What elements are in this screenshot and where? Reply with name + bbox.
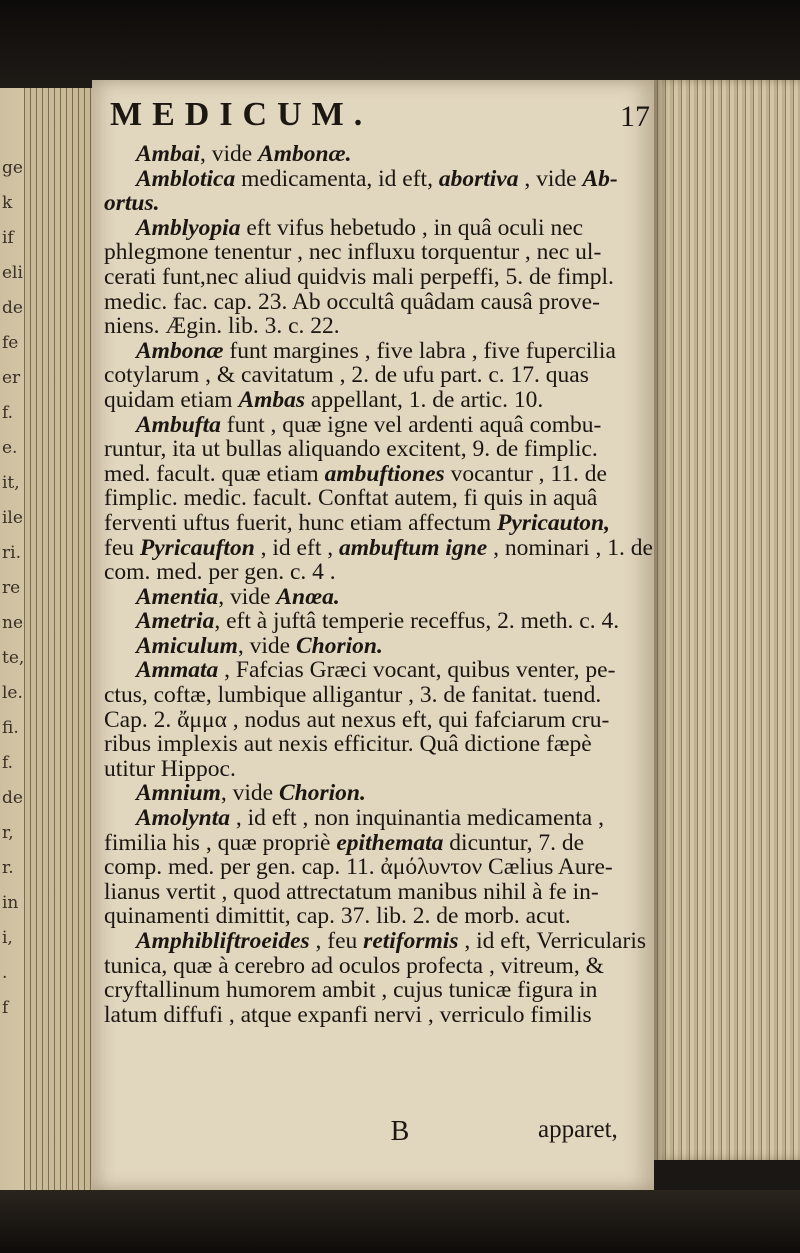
text-line: [104, 560, 644, 585]
italic-term: ortus.: [104, 190, 160, 217]
page-number: 17: [620, 100, 650, 133]
right-page-edges: [654, 80, 800, 1160]
text-segment: , vide: [220, 780, 279, 807]
text-line: [104, 806, 644, 831]
text-line: [104, 757, 644, 782]
italic-term: Ambonæ: [136, 337, 224, 364]
running-head: MEDICUM.: [110, 96, 373, 133]
text-line: [104, 683, 644, 708]
italic-term: Ametria: [136, 608, 215, 635]
text-segment: cotylarum , & cavitatum , 2. de ufu part. c. 17. quas: [104, 362, 589, 389]
text-line: [104, 855, 644, 880]
text-line: [104, 314, 644, 339]
text-segment: Cap. 2. ἄμμα , nodus aut nexus eft, qui fafciarum cru-: [104, 706, 610, 733]
margin-fragment: de: [2, 298, 23, 318]
text-segment: , Fafcias Græci vocant, quibus venter, pe-: [218, 657, 616, 684]
text-line: [104, 831, 644, 856]
text-segment: , feu: [309, 928, 364, 954]
italic-term: Amblyopia: [136, 214, 241, 241]
italic-term: Ambufta: [136, 411, 221, 438]
text-line: [104, 658, 644, 683]
italic-term: Ambas: [238, 386, 306, 413]
text-line: [104, 609, 644, 634]
text-line: [104, 142, 644, 167]
left-page-edges: [24, 88, 94, 1198]
text-line: [104, 339, 644, 364]
text-segment: ferventi uftus fuerit, hunc etiam affectum: [104, 509, 498, 536]
text-segment: , vide: [518, 165, 583, 192]
margin-fragment: fi.: [2, 718, 19, 738]
margin-fragment: le.: [2, 683, 23, 703]
italic-term: Amblotica: [136, 165, 236, 192]
italic-term: Ambai: [136, 141, 200, 167]
italic-term: Amolynta: [136, 805, 231, 832]
text-segment: , eft à juftâ temperie receffus, 2. meth. c. 4.: [214, 608, 620, 635]
margin-fragment: re: [2, 578, 21, 598]
text-segment: medic. fac. cap. 23. Ab occultâ quâdam causâ prove-: [104, 288, 600, 315]
text-line: [104, 732, 644, 757]
text-segment: , vide: [218, 583, 277, 610]
text-segment: , vide: [237, 632, 296, 659]
italic-term: Chorion.: [279, 780, 366, 807]
text-line: [104, 265, 644, 290]
text-segment: , id eft ,: [254, 534, 339, 561]
text-line: [104, 634, 644, 659]
margin-fragment: in: [2, 893, 19, 913]
italic-term: abortiva: [438, 165, 519, 192]
italic-term: Anœa.: [276, 583, 340, 610]
text-segment: medicamenta, id eft,: [235, 165, 439, 192]
text-segment: cryftallinum humorem ambit , cujus tunicæ figura in: [104, 977, 598, 1004]
text-segment: med. facult. quæ etiam: [104, 460, 325, 487]
italic-term: Ambonæ.: [258, 141, 352, 167]
text-segment: , id eft, Verricularis: [458, 928, 646, 954]
italic-term: Pyricauton,: [497, 509, 610, 536]
italic-term: Ammata: [136, 657, 219, 684]
text-segment: utitur Hippoc.: [104, 755, 236, 782]
margin-fragment: f.: [2, 403, 14, 423]
text-line: [104, 880, 644, 905]
margin-fragment: e.: [2, 438, 18, 458]
text-segment: comp. med. per gen. cap. 11. ἀμόλυντον Cælius Aure-: [104, 854, 613, 881]
text-segment: fimilia his , quæ propriè: [104, 829, 337, 856]
text-segment: lianus vertit , quod attrectatum manibus nihil à fe in-: [104, 878, 599, 905]
text-segment: ctus, coftæ, lumbique alligantur , 3. de fanitat. tuend.: [104, 682, 602, 709]
text-line: [104, 1003, 644, 1028]
text-line: [104, 216, 644, 241]
top-dark-background: [0, 0, 800, 92]
text-segment: , id eft , non inquinantia medicamenta ,: [230, 805, 604, 832]
margin-fragment: de: [2, 788, 23, 808]
margin-fragment: r,: [2, 823, 14, 843]
text-line: [104, 978, 644, 1003]
margin-fragment: ile: [2, 508, 23, 528]
text-segment: funt margines , five labra , five fupercilia: [223, 337, 616, 364]
text-segment: ribus implexis aut nexis efficitur. Quâ dictione fæpè: [104, 731, 592, 758]
text-segment: appellant, 1. de artic. 10.: [305, 386, 544, 413]
margin-fragment: ri.: [2, 543, 21, 563]
margin-fragment: f.: [2, 753, 14, 773]
margin-fragment: it,: [2, 473, 20, 493]
text-segment: fimplic. medic. facult. Conftat autem, fi quis in aquâ: [104, 485, 598, 512]
text-segment: phlegmone tenentur , nec influxu torquentur , nec ul-: [104, 239, 602, 266]
italic-term: Amphibliftroeides: [136, 928, 310, 954]
text-line: [104, 486, 644, 511]
text-segment: vocantur , 11. de: [444, 460, 607, 487]
margin-fragment: ne: [2, 613, 24, 633]
text-segment: , nominari , 1. de: [487, 534, 653, 561]
text-line: [104, 462, 644, 487]
dictionary-text: [104, 141, 653, 1028]
text-line: [104, 413, 644, 438]
italic-term: Amiculum: [136, 632, 238, 659]
margin-fragment: i,: [2, 928, 13, 948]
text-segment: niens. Ægin. lib. 3. c. 22.: [104, 313, 340, 340]
text-line: [104, 585, 644, 610]
text-segment: cerati funt,nec aliud quidvis mali perpeffi, 5. de fimpl.: [104, 263, 614, 290]
margin-fragment: k: [2, 193, 13, 213]
margin-fragment: er: [2, 368, 21, 388]
text-segment: feu: [104, 534, 140, 561]
italic-term: retiformis: [363, 928, 459, 954]
page-header: [110, 96, 650, 144]
margin-fragment: if: [2, 228, 14, 248]
text-line: [104, 363, 644, 388]
text-line: [104, 534, 653, 561]
italic-term: Pyricaufton: [139, 534, 255, 561]
catchword: apparet,: [538, 1116, 618, 1143]
bottom-dark-background: [0, 1190, 800, 1253]
text-segment: runtur, ita ut bullas aliquando excitent, 9. de fimplic.: [104, 436, 598, 463]
text-segment: quinamenti dimittit, cap. 37. lib. 2. de morb. acut.: [104, 903, 571, 930]
text-line: [104, 904, 644, 929]
margin-fragment: ge: [2, 158, 23, 178]
text-line: [104, 511, 644, 536]
italic-term: ambuftiones: [324, 460, 445, 487]
text-line: [104, 388, 644, 413]
text-line: [104, 437, 644, 462]
italic-term: Amentia: [136, 583, 219, 610]
text-segment: , vide: [199, 141, 259, 167]
text-line: [104, 290, 644, 315]
text-line: [104, 240, 644, 265]
text-line: [104, 191, 644, 216]
text-segment: eft vifus hebetudo , in quâ oculi nec: [240, 214, 584, 241]
text-line: [104, 929, 644, 954]
margin-fragment: .: [2, 963, 8, 983]
italic-term: Amnium: [136, 780, 221, 807]
italic-term: epithemata: [336, 829, 444, 856]
text-segment: tunica, quæ à cerebro ad oculos profecta , vitreum, &: [104, 952, 604, 979]
text-segment: latum diffufi , atque expanfi nervi , verriculo fimilis: [104, 1001, 592, 1028]
text-line: [104, 781, 644, 806]
margin-fragment: te,: [2, 648, 25, 668]
signature-mark: B: [390, 1116, 410, 1147]
text-segment: dicuntur, 7. de: [443, 829, 585, 856]
text-segment: com. med. per gen. c. 4 .: [104, 559, 336, 586]
text-line: [104, 167, 644, 192]
margin-fragment: eli: [2, 263, 23, 283]
margin-fragment: f: [2, 998, 9, 1018]
text-line: [104, 708, 644, 733]
italic-term: Chorion.: [295, 632, 383, 659]
text-segment: quidam etiam: [104, 386, 239, 413]
margin-fragment: r.: [2, 858, 14, 878]
text-segment: funt , quæ igne vel ardenti aquâ combu-: [220, 411, 602, 438]
italic-term: Ab-: [582, 165, 618, 192]
italic-term: ambuftum igne: [338, 534, 488, 561]
text-line: [104, 954, 644, 979]
margin-fragment: fe: [2, 333, 19, 353]
